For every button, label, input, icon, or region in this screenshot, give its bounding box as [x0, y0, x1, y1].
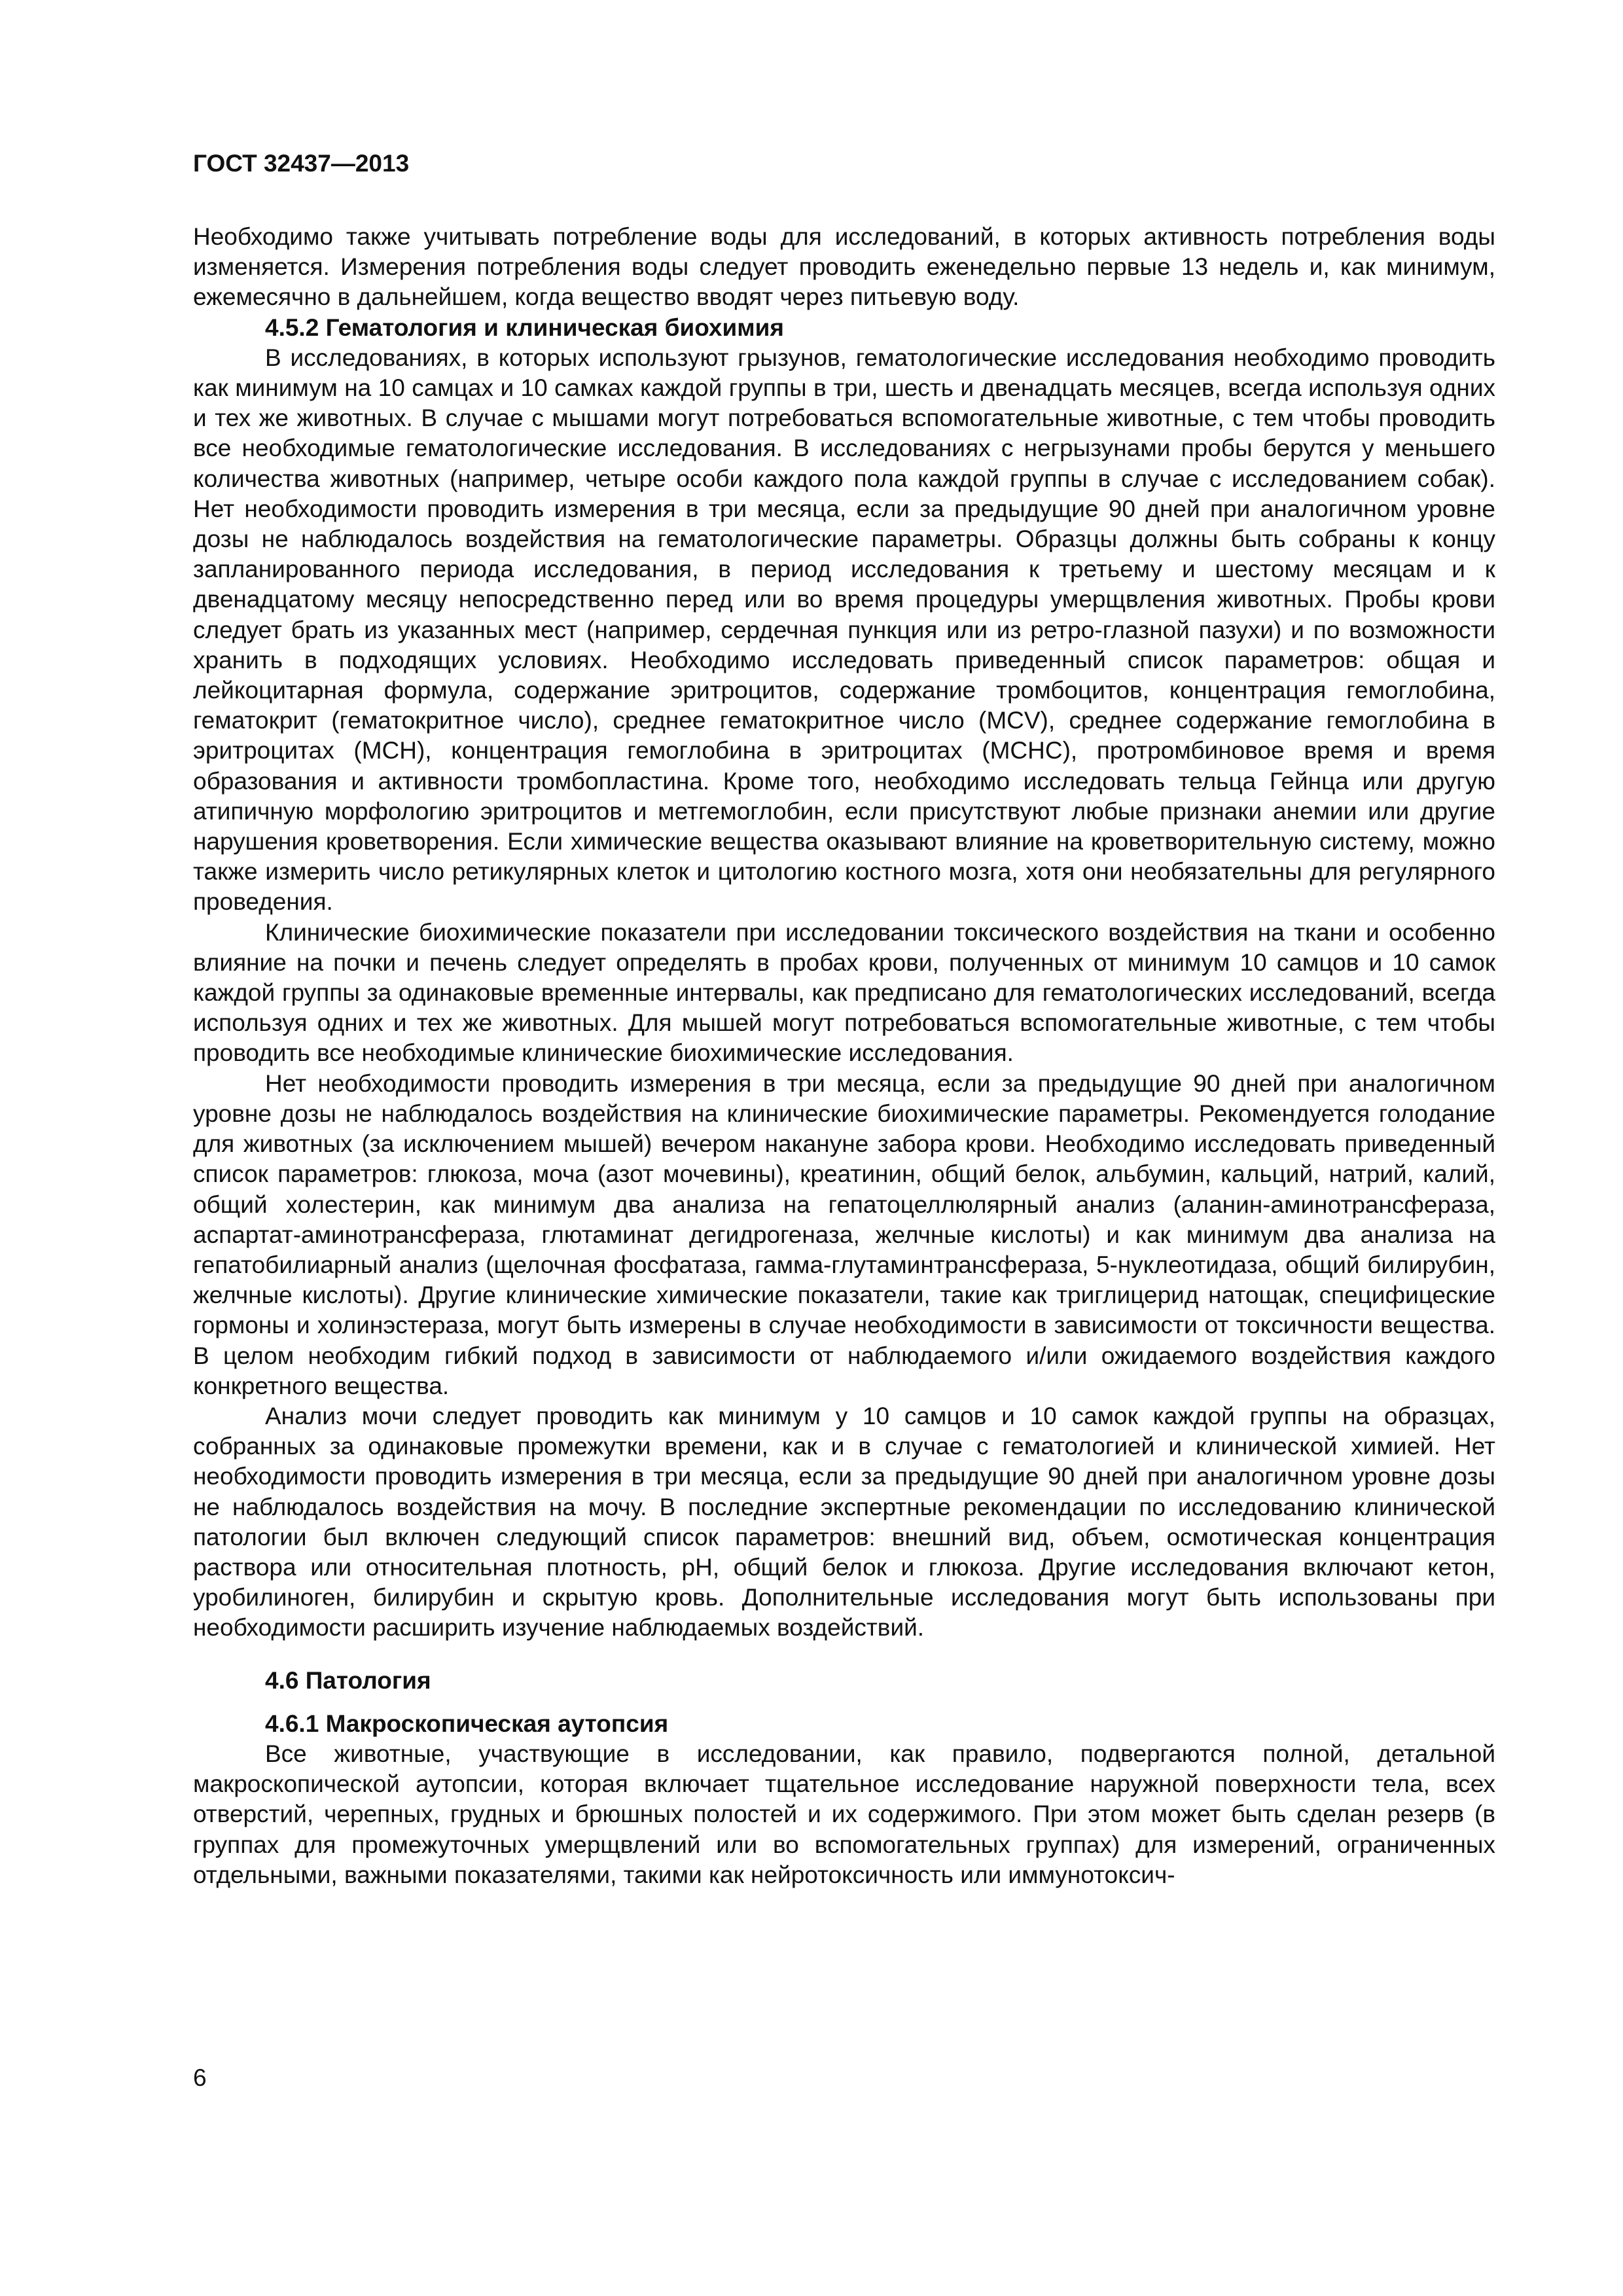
- paragraph-water-consumption: Необходимо также учитывать потребление воды для исследований, в которых активность потребления воды изменяется. Измерения потребления воды следует проводить еженедельно первые 13 недель и, как минимум, ежемесячно в дальнейшем, когда вещество вводят через питьевую воду.: [193, 223, 1495, 311]
- page-number: 6: [193, 2064, 207, 2091]
- paragraph-macroscopic-autopsy: Все животные, участвующие в исследовании, как правило, подвергаются полной, детальной макроскопической аутопсии, которая включает тщательное исследование наружной поверхности тела, всех отверстий, черепных, грудных и брюшных полостей и их содержимого. При этом может быть сделан резерв (в группах для промежуточных умерщвлений или во вспомогательных группах) для измерений, ограниченных отдельными, важными показателями, такими как нейротоксичность или иммунотоксич-: [193, 1740, 1495, 1888]
- section-heading-4-6-1: 4.6.1 Макроскопическая аутопсия: [265, 1710, 669, 1737]
- section-heading-4-6: 4.6 Патология: [265, 1666, 431, 1694]
- paragraph-biochemistry-parameters: Нет необходимости проводить измерения в три месяца, если за предыдущие 90 дней при аналогичном уровне дозы не наблюдалось воздействия на клинические биохимические параметры. Рекомендуется голодание для животных (за исключением мышей) вечером накануне забора крови. Необходимо исследовать приведенный список параметров: глюкоза, моча (азот мочевины), креатинин, общий белок, альбумин, кальций, натрий, калий, общий холестерин, как минимум два анализа на гепатоцеллюлярный анализ (аланин-аминотрансфераза, аспартат-аминотрансфераза, глютаминат дегидрогеназа, желчные кислоты) и как минимум два анализа на гепатобилиарный анализ (щелочная фосфатаза, гамма-глутаминтрансфераза, 5-нуклеотидаза, общий билирубин, желчные кислоты). Другие клинические химические показатели, такие как триглицерид натощак, специфицеские гормоны и холинэстераза, могут быть измерены в случае необходимости в зависимости от токсичности вещества. В целом необходим гибкий подход в зависимости от наблюдаемого и/или ожидаемого воздействия каждого конкретного вещества.: [193, 1069, 1495, 1399]
- paragraph-urinalysis: Анализ мочи следует проводить как минимум у 10 самцов и 10 самок каждой группы на образцах, собранных за одинаковые промежутки времени, как и в случае с гематологией и клинической химией. Нет необходимости проводить измерения в три месяца, если за предыдущие 90 дней при аналогичном уровне дозы не наблюдалось воздействия на мочу. В последние экспертные рекомендации по исследованию клинической патологии был включен следующий список параметров: внешний вид, объем, осмотическая концентрация раствора или относительная плотность, pH, общий белок и глюкоза. Другие исследования включают кетон, уробилиноген, билирубин и скрытую кровь. Дополнительные исследования могут быть использованы при необходимости расширить изучение наблюдаемых воздействий.: [193, 1402, 1495, 1641]
- standard-header: ГОСТ 32437—2013: [193, 150, 410, 177]
- section-heading-4-5-2: 4.5.2 Гематология и клиническая биохимия: [265, 314, 784, 341]
- paragraph-hematology: В исследованиях, в которых используют грызунов, гематологические исследования необходимо проводить как минимум на 10 самцах и 10 самках каждой группы в три, шесть и двенадцать месяцев, всегда используя одних и тех же животных. В случае с мышами могут потребоваться вспомогательные животные, с тем чтобы проводить все необходимые гематологические исследования. В исследованиях с негрызунами пробы берутся у меньшего количества животных (например, четыре особи каждого пола каждой группы в случае с исследованием собак). Нет необходимости проводить измерения в три месяца, если за предыдущие 90 дней при аналогичном уровне дозы не наблюдалось воздействия на гематологические параметры. Образцы должны быть собраны к концу запланированного периода исследования, в период исследования к третьему и шестому месяцам и к двенадцатому месяцу непосредственно перед или во время процедуры умерщвления животных. Пробы крови следует брать из указанных мест (например, сердечная пункция или из ретро-глазной пазухи) и по возможности хранить в подходящих условиях. Необходимо исследовать приведенный список параметров: общая и лейкоцитарная формула, содержание эритроцитов, содержание тромбоцитов, концентрация гемоглобина, гематокрит (гематокритное число), среднее гематокритное число (MCV), среднее содержание гемоглобина в эритроцитах (MCH), концентрация гемоглобина в эритроцитах (MCHC), протромбиновое время и время образования и активности тромбопластина. Кроме того, необходимо исследовать тельца Гейнца или другую атипичную морфологию эритроцитов и метгемоглобин, если присутствуют любые признаки анемии или другие нарушения кроветворения. Если химические вещества оказывают влияние на кроветворительную систему, можно также измерить число ретикулярных клеток и цитологию костного мозга, хотя они необязательны для регулярного проведения.: [193, 344, 1495, 916]
- document-page: [193, 147, 1495, 1890]
- paragraph-clinical-biochemistry: Клинические биохимические показатели при исследовании токсического воздействия на ткани и особенно влияние на почки и печень следует определять в пробах крови, полученных от минимум 10 самцов и 10 самок каждой группы за одинаковые временные интервалы, как предписано для гематологических исследований, всегда используя одних и тех же животных. Для мышей могут потребоваться вспомогательные животные, с тем чтобы проводить все необходимые клинические биохимические исследования.: [193, 918, 1495, 1067]
